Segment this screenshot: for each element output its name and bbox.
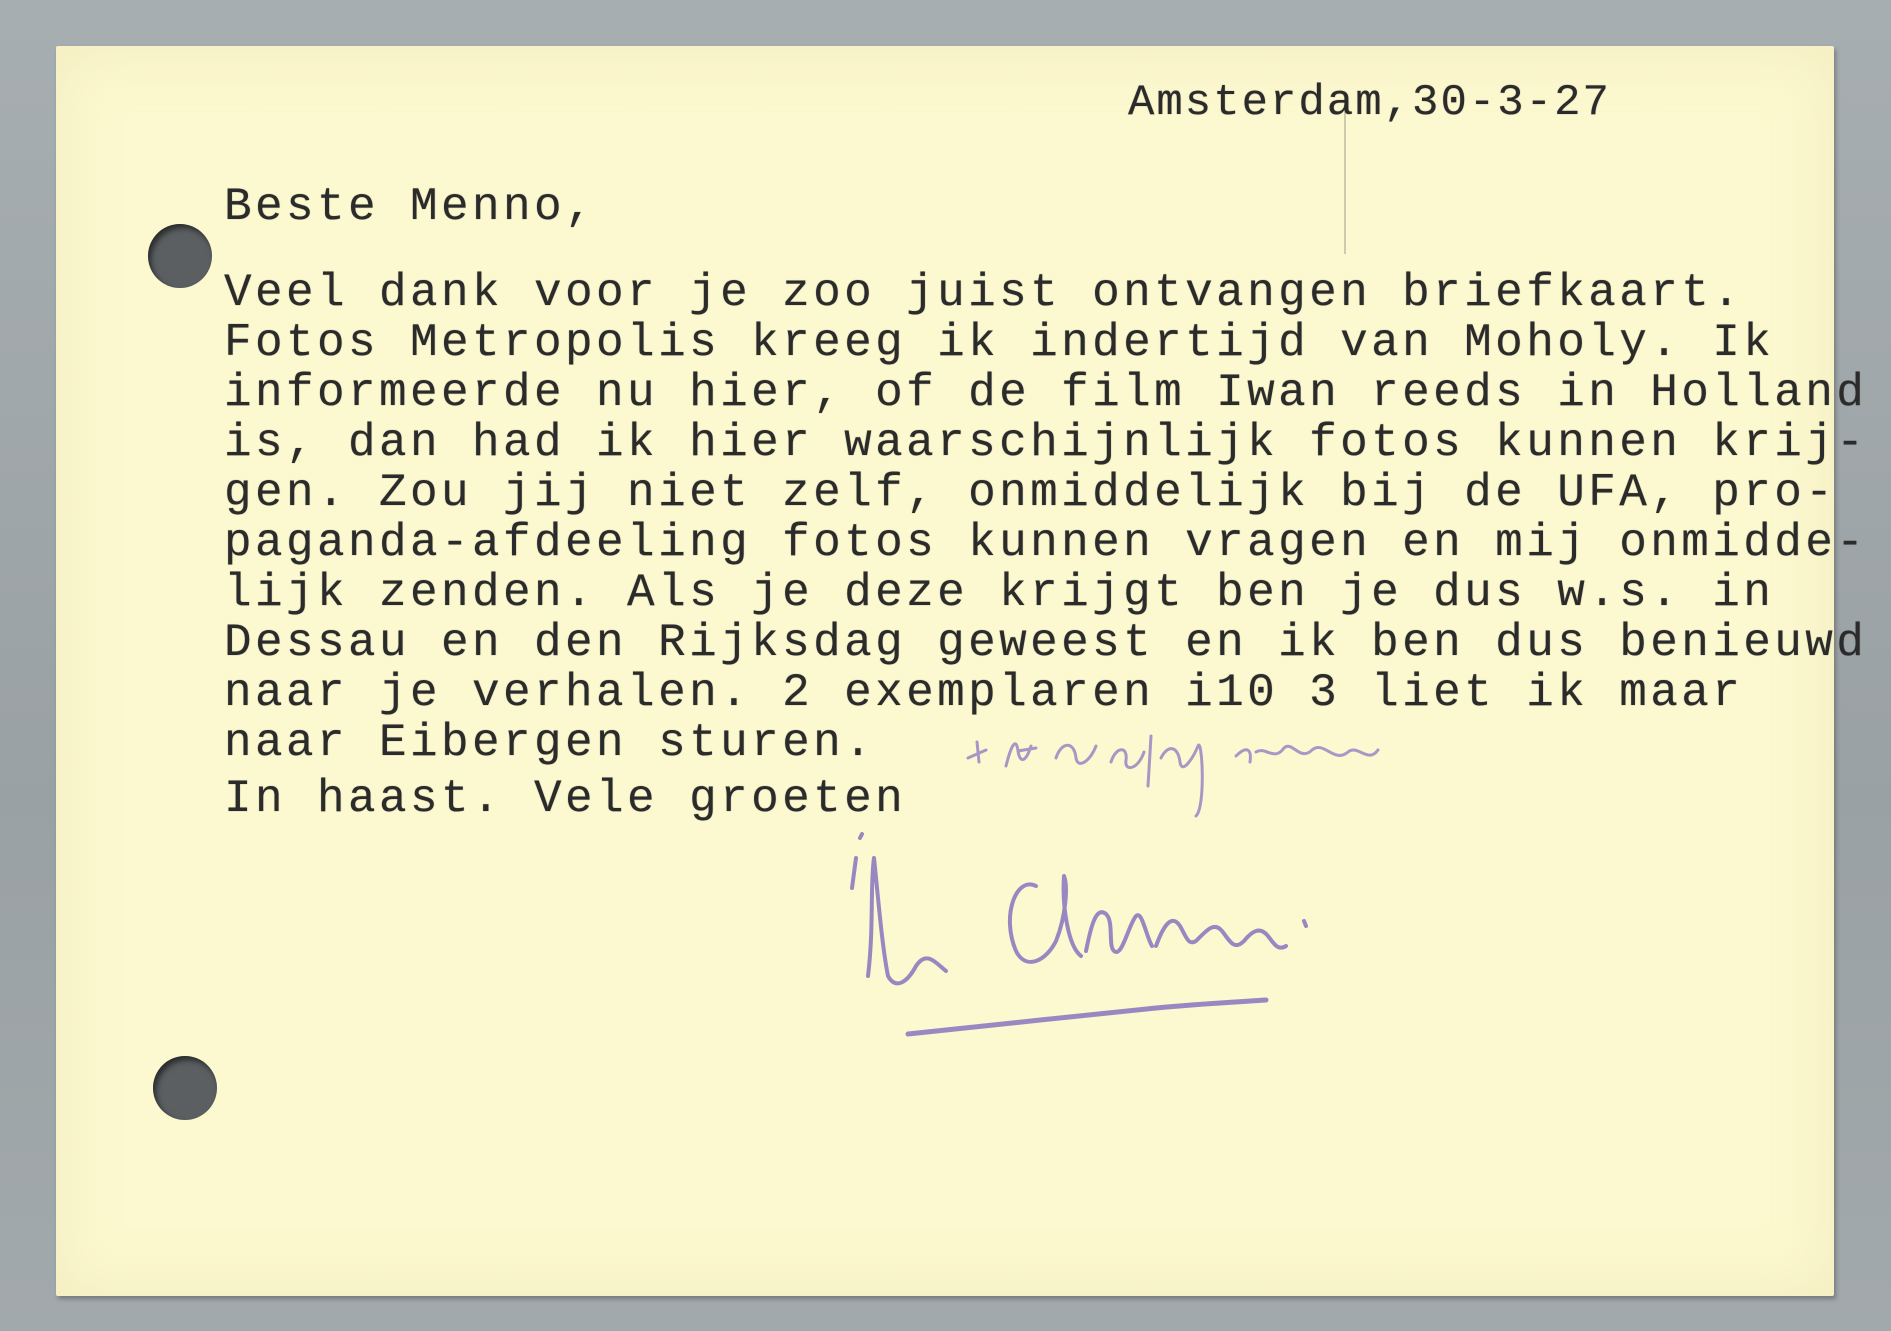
letter-body — [224, 268, 1867, 768]
body-line: naar Eibergen sturen. — [224, 717, 876, 769]
signature — [852, 834, 1306, 1034]
body-line: Fotos Metropolis kreeg ik indertijd van Moholy. Ik — [224, 317, 1775, 369]
body-line: lijk zenden. Als je deze krijgt ben je dus w.s. in — [224, 567, 1775, 619]
body-line: informeerde nu hier, of de film Iwan reeds in Holland — [224, 367, 1868, 419]
body-line: naar je verhalen. 2 exemplaren i10 3 liet ik maar — [224, 667, 1744, 719]
postcard — [56, 46, 1868, 1296]
punch-hole-bottom — [153, 1056, 217, 1120]
salutation: Beste Menno, — [224, 181, 597, 233]
punch-hole-top — [148, 224, 212, 288]
body-line: gen. Zou jij niet zelf, onmiddelijk bij de UFA, pro- — [224, 467, 1837, 519]
body-line: paganda-afdeeling fotos kunnen vragen en mij onmidde- — [224, 517, 1868, 569]
body-line: is, dan had ik hier waarschijnlijk fotos kunnen krij- — [224, 417, 1868, 469]
closing-line: In haast. Vele groeten — [224, 773, 907, 825]
body-line: Dessau en den Rijksdag geweest en ik ben dus benieuwd — [224, 617, 1868, 669]
place-date: Amsterdam,30-3-27 — [1128, 78, 1611, 128]
body-line: Veel dank voor je zoo juist ontvangen briefkaart. — [224, 267, 1744, 319]
